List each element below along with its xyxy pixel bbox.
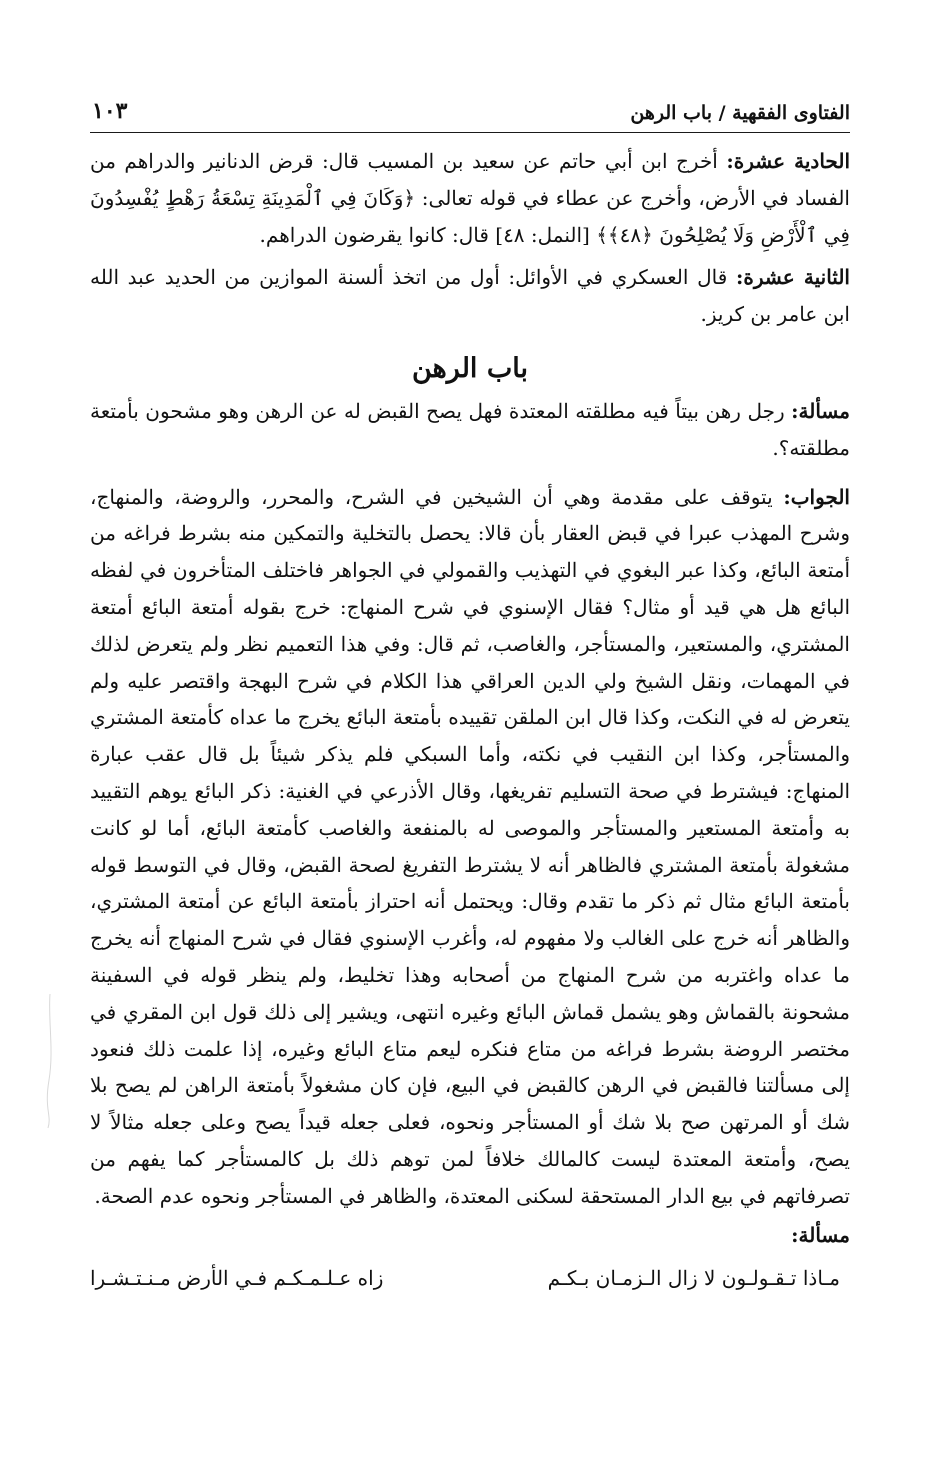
question-text: رجل رهن بيتاً فيه مطلقته المعتدة فهل يصح القبض له عن الرهن وهو مشحون بأمتعة مطلقته؟. <box>90 398 850 460</box>
page-number: ١٠٣ <box>92 98 128 124</box>
running-title: الفتاوى الفقهية / باب الرهن <box>630 102 850 124</box>
paragraph-eleventh <box>90 143 850 253</box>
question-paragraph <box>90 393 850 467</box>
page-header <box>90 96 850 133</box>
verse-second-hemistich: زاه عـلـمـكـم فـي الأرض مـنـتـشـرا <box>90 1265 384 1290</box>
answer-paragraph <box>90 479 850 1215</box>
margin-scan-mark <box>28 990 68 1130</box>
verse-first-hemistich: مـاذا تـقـولـون لا زال الـزمـان بـكـم <box>547 1265 840 1290</box>
answer-text: يتوقف على مقدمة وهي أن الشيخين في الشرح، والمحرر، والروضة، والمنهاج، وشرح المهذب عبرا في قبض العقار بأن قالا: يحصل بالتخلية والتمكين منه بشرط فراغه من أمتعة البائع، وكذا عبر البغوي في التهذيب والقمولي في الجواهر فاختلف المتأخرون في لفظه البائع هل هي قيد أو مثال؟ فقال الإسنوي في شرح المنهاج: خرج بقوله أمتعة البائع أمتعة المشتري، والمستعير، والمستأجر، والغاصب، ثم قال: وفي هذا التعميم نظر ولم يتعرض لذلك في المهمات، ونقل الشيخ ولي الدين العراقي هذا الكلام في شرح البهجة واقتصر عليه ولم يتعرض له في النكت، وكذا قال ابن الملقن تقييده بأمتعة البائع يخرج ما عداه كأمتعة المشتري والمستأجر، وكذا ابن النقيب في نكته، وأما السبكي فلم يذكر شيئاً بل قال عقب عبارة المنهاج: فيشترط في صحة التسليم تفريغها، وقال الأذرعي في الغنية: ذكر البائع يوهم التقييد به وأمتعة المستعير والمستأجر والموصى له بالمنفعة والغاصب كأمتعة البائع، أما لو كانت مشغولة بأمتعة المشتري فالظاهر أنه لا يشترط التفريغ لصحة القبض، وقال في التوسط قوله بأمتعة البائع مثال ثم ذكر ما تقدم وقال: ويحتمل أنه احتراز بأمتعة البائع عن أمتعة المشتري، والظاهر أنه خرج على الغالب ولا مفهوم له، وأغرب الإسنوي فقال في شرح المنهاج أنه يخرج ما عداه واغتربه من شرح المنهاج من أصحابه وهذا تخليط، ولم ينظر قوله في السفينة مشحونة بالقماش وهو يشمل قماش البائع وغيره انتهى، ويشير إلى ذلك قول ابن المقري في مختصر الروضة بشرط فراغه من متاع فنكره ليعم متاع البائع وغيره، إذا علمت ذلك فنعود إلى مسألتنا فالقبض في الرهن كالقبض في البيع، فإن كان مشغولاً بأمتعة الراهن لم يصح بلا شك أو المرتهن صح بلا شك أو المستأجر ونحوه، فعلى جعله قيداً يصح وعلى جعله مثالاً لا يصح، وأمتعة المعتدة ليست كالمالك خلافاً لمن توهم ذلك بل كالمستأجر كما يفهم من تصرفاتهم في بيع الدار المستحقة لسكنى المعتدة، والظاهر في المستأجر ونحوه عدم الصحة. <box>90 484 851 1208</box>
poetry-verse <box>90 1259 850 1297</box>
second-question-label: مسألة: <box>791 1222 850 1247</box>
book-page <box>90 96 850 1297</box>
question-lead: مسألة: <box>791 398 850 423</box>
paragraph-text: قال العسكري في الأوائل: أول من اتخذ ألسنة الموازين من الحديد عبد الله ابن عامر بن كريز. <box>90 265 850 327</box>
answer-lead: الجواب: <box>783 484 850 509</box>
paragraph-twelfth <box>90 259 850 333</box>
paragraph-lead: الحادية عشرة: <box>726 149 850 173</box>
paragraph-text: أخرج ابن أبي حاتم عن سعيد بن المسيب قال: قرض الدنانير والدراهم من الفساد في الأرض، وأخرج عن عطاء في قوله تعالى: ﴿وَكَانَ فِي ٱلْمَدِينَةِ تِسْعَةُ رَهْطٍ يُفْسِدُونَ فِي ٱلْأَرْضِ وَلَا يُصْلِحُونَ ﴿٤٨﴾﴾ [النمل: ٤٨] قال: كانوا يقرضون الدراهم. <box>90 149 850 247</box>
chapter-title: باب الرهن <box>412 352 528 384</box>
paragraph-lead: الثانية عشرة: <box>735 265 850 290</box>
